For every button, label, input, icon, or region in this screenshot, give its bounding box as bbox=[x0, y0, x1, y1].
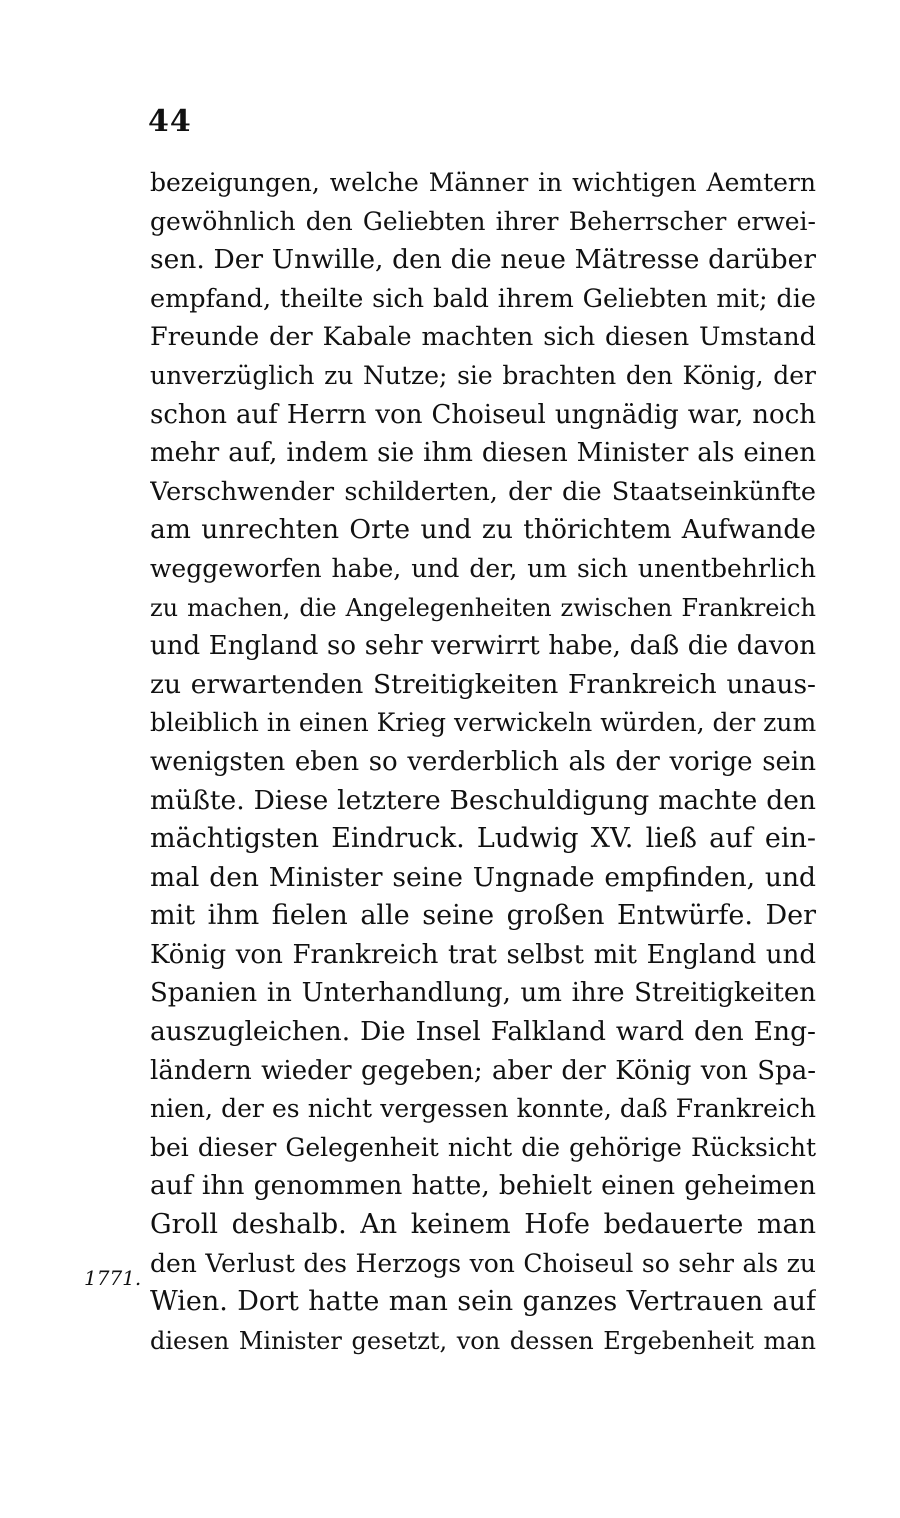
text-line: am unrechten Orte und zu thörichtem Aufwande bbox=[150, 514, 816, 546]
text-line: gewöhnlich den Geliebten ihrer Beherrscher erwei- bbox=[150, 206, 816, 236]
text-line: Spanien in Unterhandlung, um ihre Streitigkeiten bbox=[150, 978, 816, 1009]
text-line: bei dieser Gelegenheit nicht die gehörige Rücksicht bbox=[150, 1132, 816, 1162]
text-line: mal den Minister seine Ungnade empfinden, und bbox=[150, 861, 816, 893]
text-line: zu erwartenden Streitigkeiten Frankreich unaus- bbox=[150, 668, 816, 700]
text-line: Groll deshalb. An keinem Hofe bedauerte man bbox=[150, 1209, 816, 1241]
text-line: auszugleichen. Die Insel Falkland ward den Eng- bbox=[150, 1016, 816, 1048]
text-line: diesen Minister gesetzt, von dessen Ergebenheit man bbox=[150, 1326, 816, 1355]
body-text bbox=[150, 164, 816, 1360]
text-line: ländern wieder gegeben; aber der König von Spa- bbox=[150, 1055, 816, 1086]
text-line: müßte. Diese letztere Beschuldigung machte den bbox=[150, 784, 816, 816]
text-line: bezeigungen, welche Männer in wichtigen Aemtern bbox=[150, 168, 816, 197]
text-line: schon auf Herrn von Choiseul ungnädig war, noch bbox=[150, 399, 816, 430]
text-line: Freunde der Kabale machten sich diesen Umstand bbox=[150, 322, 816, 353]
text-line: auf ihn genommen hatte, behielt einen geheimen bbox=[150, 1170, 816, 1202]
text-line: mächtigsten Eindruck. Ludwig XV. ließ auf ein- bbox=[150, 823, 816, 855]
text-line: nien, der es nicht vergessen konnte, daß Frankreich bbox=[150, 1094, 816, 1124]
text-line: und England so sehr verwirrt habe, daß die davon bbox=[150, 631, 816, 662]
text-line: bleiblich in einen Krieg verwickeln würden, der zum bbox=[150, 708, 816, 738]
text-line: den Verlust des Herzogs von Choiseul so sehr als zu bbox=[150, 1248, 816, 1278]
text-line: weggeworfen habe, und der, um sich unentbehrlich bbox=[150, 553, 816, 583]
text-line: zu machen, die Angelegenheiten zwischen Frankreich bbox=[150, 593, 816, 622]
text-line: mit ihm fielen alle seine großen Entwürfe. Der bbox=[150, 900, 816, 932]
text-line: Verschwender schilderten, der die Staatseinkünfte bbox=[150, 476, 816, 507]
text-line: mehr auf, indem sie ihm diesen Minister als einen bbox=[150, 438, 816, 469]
page-number: 44 bbox=[148, 104, 192, 139]
text-line: wenigsten eben so verderblich als der vorige sein bbox=[150, 746, 816, 777]
text-line: König von Frankreich trat selbst mit England und bbox=[150, 939, 816, 970]
text-line: Wien. Dort hatte man sein ganzes Vertrauen auf bbox=[150, 1286, 816, 1318]
text-line: sen. Der Unwille, den die neue Mätresse darüber bbox=[150, 244, 816, 276]
margin-year-note: 1771. bbox=[84, 1266, 142, 1290]
text-line: empfand, theilte sich bald ihrem Geliebten mit; die bbox=[150, 283, 816, 314]
text-line: unverzüglich zu Nutze; sie brachten den König, der bbox=[150, 360, 816, 390]
